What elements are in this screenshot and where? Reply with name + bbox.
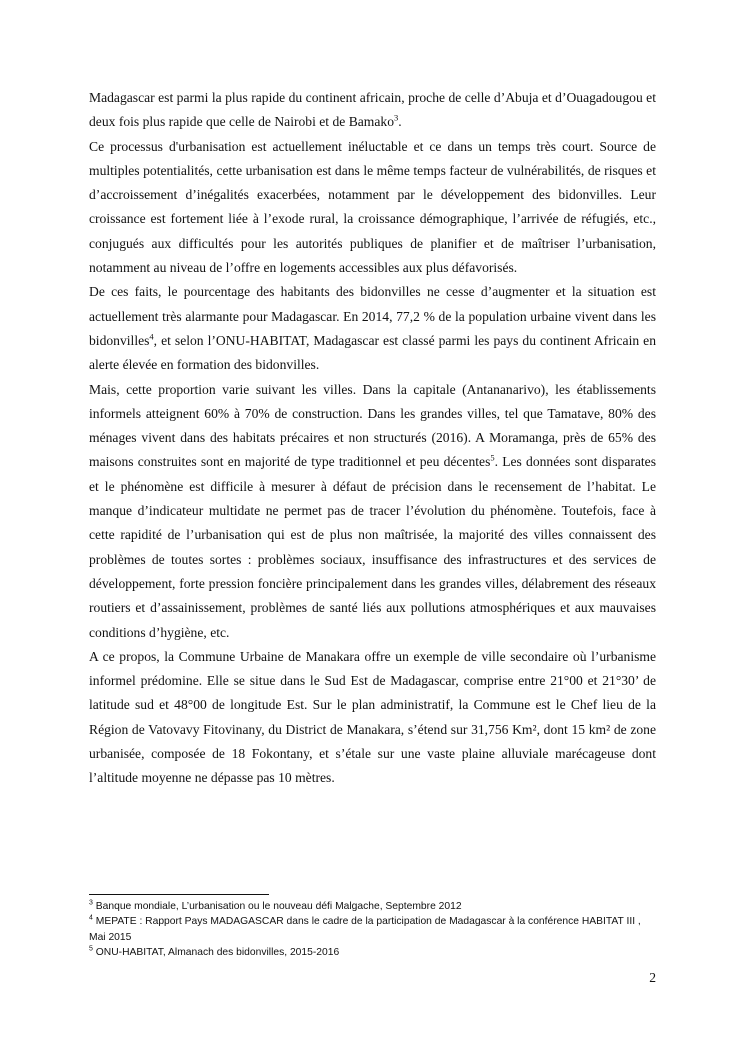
footnote-ref-5[interactable]: 5	[490, 452, 495, 463]
paragraph-5-text: A ce propos, la Commune Urbaine de Manakara offre un exemple de ville secondaire où l’urbanisme informel prédomine. Elle se situe dans le Sud Est de Madagascar, comprise entre 21°00 et 21°30’ de latitude sud et 48°00 de longitude Est. Sur le plan administratif, la Commune est le Chef lieu de la Région de Vatovavy Fitovinany, du District de Manakara, s’étend sur 31,756 Km², dont 15 km² de zone urbanisée, composée de 18 Fokontany, et s’étale sur une vaste plaine alluviale marécageuse dont l’altitude moyenne ne dépasse pas 10 mètres.	[89, 648, 656, 786]
footnote-3	[89, 899, 659, 914]
paragraph-2	[89, 135, 656, 281]
paragraph-3-text-a: De ces faits, le pourcentage des habitants des bidonvilles ne cesse d’augmenter et la situation est actuellement très alarmante pour Madagascar. En 2014, 77,2 % de la population urbaine vivent dans les bidonvilles	[89, 284, 656, 348]
footnote-number: 4	[89, 914, 93, 922]
footnotes	[89, 899, 659, 961]
footnote-number: 5	[89, 945, 93, 953]
footnote-4	[89, 914, 659, 945]
paragraph-1	[89, 86, 656, 135]
footnote-5	[89, 945, 659, 960]
footnote-number: 3	[89, 899, 93, 907]
footnote-separator	[89, 894, 269, 895]
paragraph-3	[89, 280, 656, 377]
footnote-text: Banque mondiale, L’urbanisation ou le nouveau défi Malgache, Septembre 2012	[92, 901, 462, 912]
page-number: 2	[649, 970, 656, 985]
paragraph-5	[89, 645, 656, 791]
paragraph-1-text-a: Madagascar est parmi la plus rapide du continent africain, proche de celle d’Abuja et d’Ouagadougou et deux fois plus rapide que celle de Nairobi et de Bamako	[89, 90, 656, 130]
paragraph-4-text-b: . Les données sont disparates et le phénomène est difficile à mesurer à défaut de précision dans le recensement de l’habitat. Le manque d’indicateur multidate ne permet pas de tracer l’évolution du phénomène. Toutefois, face à cette rapidité de l’urbanisation qui est de plus non maîtrisée, la majorité des villes connaissent des problèmes de toutes sortes : problèmes sociaux, insuffisance des infrastructures et des services de développement, forte pression foncière principalement dans les grandes villes, délabrement des réseaux routiers et d’assainissement, problèmes de santé liés aux pollutions atmosphériques et aux mauvaises conditions d’hygiène, etc.	[89, 454, 656, 640]
paragraph-4	[89, 378, 656, 645]
paragraph-4-text-a: Mais, cette proportion varie suivant les villes. Dans la capitale (Antananarivo), les établissements informels atteignent 60% à 70% de construction. Dans les grandes villes, tel que Tamatave, 80% des ménages vivent dans des habitats précaires et non structurés (2016). A Moramanga, près de 65% des maisons construites sont en majorité de type traditionnel et peu décentes	[89, 381, 656, 470]
paragraph-1-text-b: .	[398, 114, 402, 130]
footnote-text: MEPATE : Rapport Pays MADAGASCAR dans le cadre de la participation de Madagascar à la conférence HABITAT III , Mai 2015	[89, 916, 641, 943]
paragraph-3-text-b: , et selon l’ONU-HABITAT, Madagascar est classé parmi les pays du continent Africain en alerte élevée en formation des bidonvilles.	[89, 332, 656, 373]
footnote-ref-4[interactable]: 4	[149, 331, 154, 342]
paragraph-2-text: Ce processus d'urbanisation est actuellement inéluctable et ce dans un temps très court. Source de multiples potentialités, cette urbanisation est dans le même temps facteur de vulnérabilités, de risques et d’accroissement d’inégalités exacerbées, notamment par le développement des bidonvilles. Leur croissance est fortement liée à l’exode rural, la croissance démographique, l’arrivée de réfugiés, etc., conjugués aux difficultés pour les autorités publiques de planifier et de maîtriser l’urbanisation, notamment au niveau de l’offre en logements accessibles aux plus défavorisés.	[89, 138, 656, 276]
footnote-ref-3[interactable]: 3	[394, 112, 399, 123]
body-text	[89, 86, 656, 791]
footnote-text: ONU-HABITAT, Almanach des bidonvilles, 2015-2016	[92, 947, 340, 959]
